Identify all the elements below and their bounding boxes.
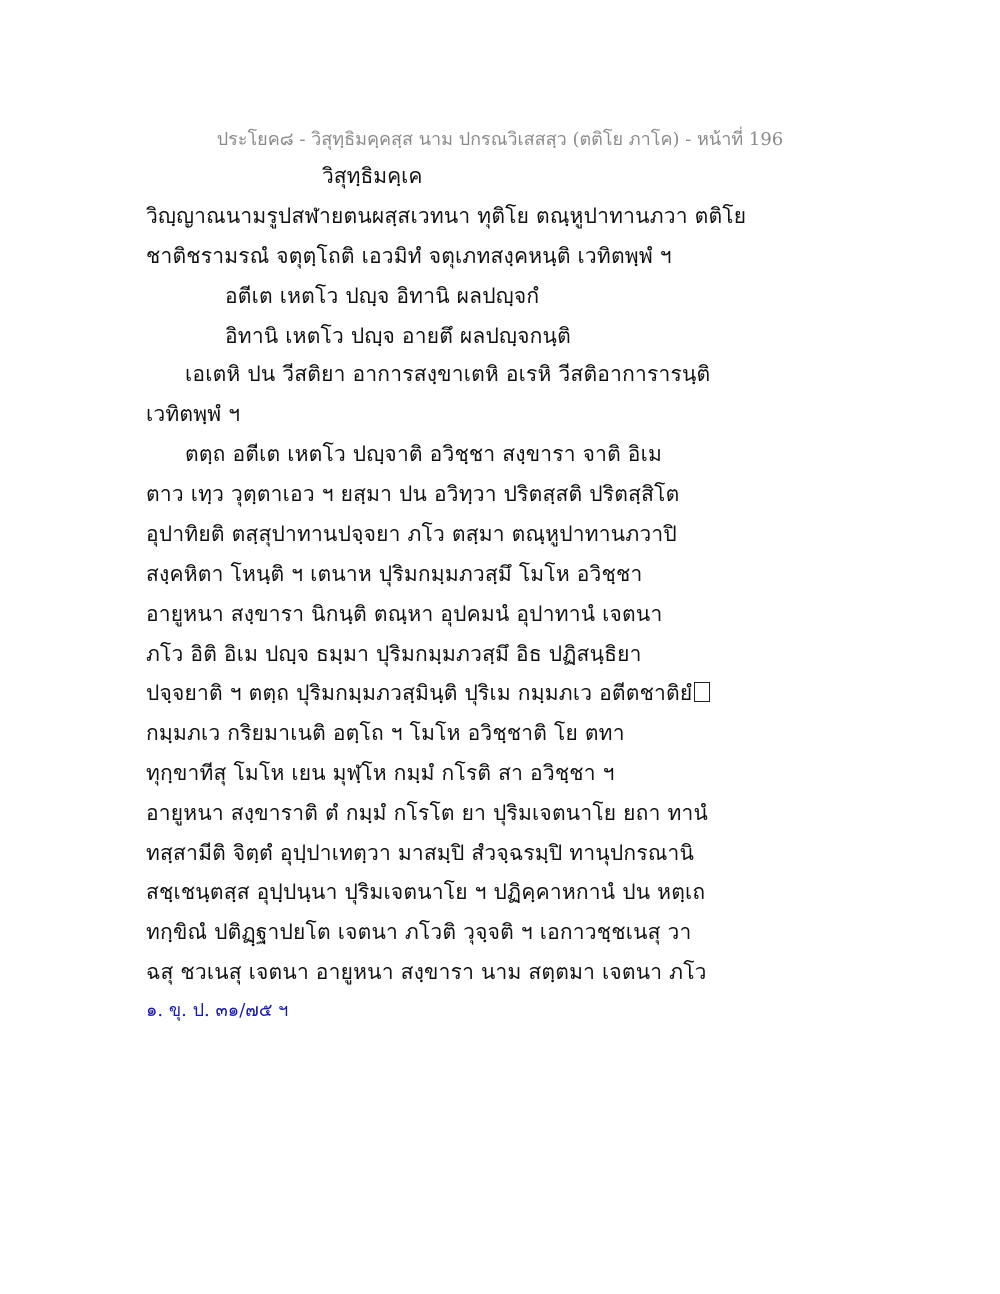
- text-line-8: สงฺคหิตา โหนฺติ ฯ เตนาห ปุริมกมฺมภวสฺมึ โมโห อวิชฺชา: [146, 562, 643, 586]
- text-line-6: ตาว เทฺว วุตฺตาเอว ฯ ยสฺมา ปน อวิทฺวา ปริตสฺสติ ปริตสฺสิโต: [146, 482, 680, 506]
- text-line-18: ฉสุ ชวเนสุ เจตนา อายูหนา สงฺขารา นาม สตฺตมา เจตนา ภโว: [146, 960, 707, 984]
- missing-glyph-box: [694, 682, 710, 702]
- footnote: ๑. ขุ. ป. ๓๑/๗๕ ฯ: [146, 1000, 289, 1021]
- text-line-9: อายูหนา สงฺขารา นิกนฺติ ตณฺหา อุปคมนํ อุปาทานํ เจตนา: [146, 602, 663, 626]
- text-line-15: ทสฺสามีติ จิตฺตํ อุปฺปาเทตฺวา มาสมฺปิ สํวจฺฉรมฺปิ ทานุปกรณานิ: [146, 841, 695, 865]
- verse-line-2: อิทานิ เหตโว ปญฺจ อายตึ ผลปญฺจกนฺติ: [225, 324, 571, 348]
- text-line-7: อุปาทิยติ ตสฺสุปาทานปจฺจยา ภโว ตสฺมา ตณฺหูปาทานภวาปิ: [146, 522, 677, 546]
- text-line-5: ตตฺถ อตีเต เหตโว ปญฺจาติ อวิชฺชา สงฺขารา จาติ อิเม: [185, 442, 663, 466]
- text-line-2: ชาติชรามรณํ จตุตฺโถติ เอวมิทํ จตุเภทสงฺคหนฺติ เวทิตพฺพํ ฯ: [146, 244, 672, 268]
- text-line-11-content: ปจฺจยาติ ฯ ตตฺถ ปุริมกมฺมภวสฺมินฺติ ปุริเม กมฺมภเว อตีตชาติยํ: [146, 681, 693, 705]
- text-line-10: ภโว อิติ อิเม ปญฺจ ธมฺมา ปุริมกมฺมภวสฺมึ อิธ ปฏิสนฺธิยา: [146, 642, 642, 666]
- verse-line-1: อตีเต เหตโว ปญฺจ อิทานิ ผลปญฺจกํ: [225, 284, 540, 308]
- text-line-3: เอเตหิ ปน วีสติยา อาการสงฺขาเตหิ อเรหิ วีสติอาการารนฺติ: [185, 362, 711, 386]
- text-line-17: ทกฺขิณํ ปติฏฺฐาปยโต เจตนา ภโวติ วุจฺจติ ฯ เอกาวชฺชเนสุ วา: [146, 920, 692, 944]
- text-line-13: ทุกฺขาทีสุ โมโห เยน มุฬฺโห กมฺมํ กโรติ สา อวิชฺชา ฯ: [146, 761, 615, 785]
- text-line-4: เวทิตพฺพํ ฯ: [146, 402, 241, 426]
- page-header: ประโยค๘ - วิสุทฺธิมคฺคสฺส นาม ปกรณวิเสสสฺว (ตติโย ภาโค) - หน้าที่ 196: [216, 129, 784, 150]
- text-line-16: สชฺเชนฺตสฺส อุปฺปนฺนา ปุริมเจตนาโย ฯ ปฏิคฺคาหกานํ ปน หตฺเถ: [146, 880, 706, 904]
- section-title: วิสุทฺธิมคฺเค: [322, 164, 423, 188]
- text-line-14: อายูหนา สงฺขาราติ ตํ กมฺมํ กโรโต ยา ปุริมเจตนาโย ยถา ทานํ: [146, 801, 709, 825]
- text-line-11: [146, 677, 710, 710]
- text-line-12: กมฺมภเว กริยมาเนติ อตฺโถ ฯ โมโห อวิชฺชาติ โย ตทา: [146, 721, 625, 745]
- text-line-1: วิญฺญาณนามรูปสฬายตนผสฺสเวทนา ทุติโย ตณฺหูปาทานภวา ตติโย: [146, 204, 747, 228]
